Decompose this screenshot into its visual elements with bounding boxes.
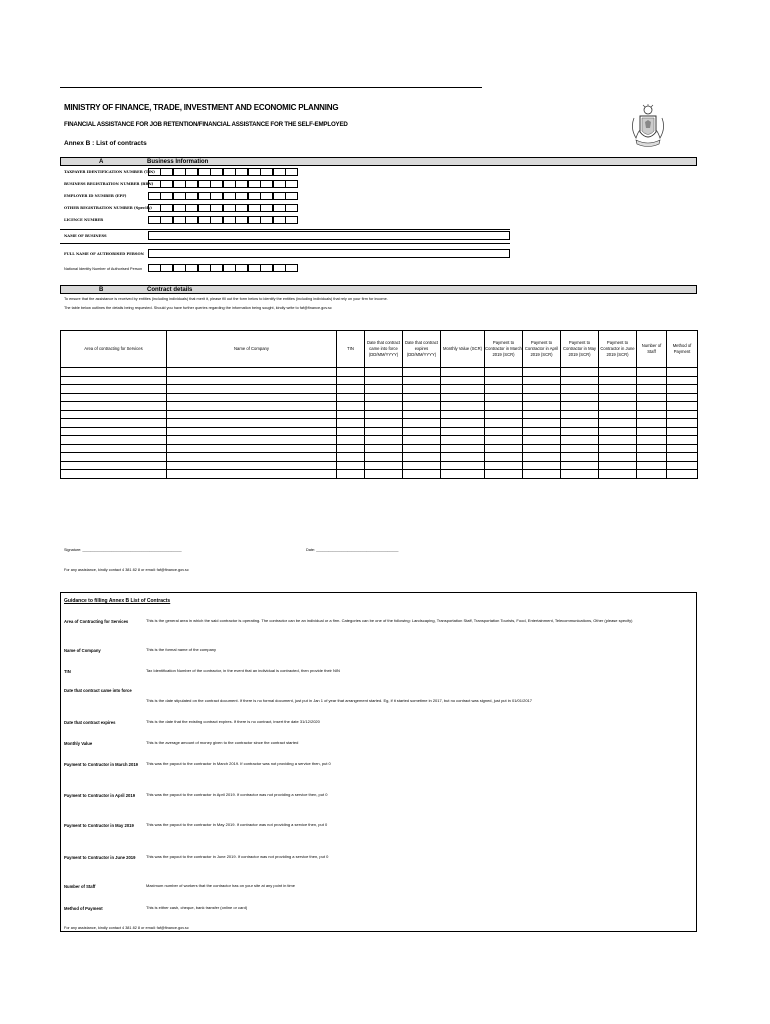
table-cell[interactable] (403, 410, 441, 419)
table-cell[interactable] (441, 470, 485, 479)
table-cell[interactable] (441, 385, 485, 394)
table-cell[interactable] (599, 461, 637, 470)
table-cell[interactable] (667, 402, 698, 411)
table-cell[interactable] (523, 427, 561, 436)
table-cell[interactable] (441, 427, 485, 436)
divider (60, 243, 510, 244)
table-cell[interactable] (61, 453, 167, 462)
table-cell[interactable] (561, 470, 599, 479)
table-row[interactable] (61, 436, 698, 445)
table-cell[interactable] (337, 410, 365, 419)
table-cell[interactable] (485, 470, 523, 479)
table-cell[interactable] (637, 368, 667, 377)
table-cell[interactable] (561, 419, 599, 428)
table-cell[interactable] (337, 376, 365, 385)
table-cell[interactable] (441, 461, 485, 470)
col-pay-june: Payment to Contractor in June 2019 (SCR) (599, 331, 637, 368)
table-cell[interactable] (61, 419, 167, 428)
table-row[interactable] (61, 453, 698, 462)
guidance-term: Date that contract expires (64, 720, 116, 725)
table-cell[interactable] (523, 376, 561, 385)
guidance-footer: For any assistance, kindly contact 4 381 82 8 or email: faf@finance.gov.sc (64, 926, 189, 930)
table-cell[interactable] (61, 470, 167, 479)
table-cell[interactable] (561, 410, 599, 419)
section-a-title: Business Information (147, 159, 209, 165)
table-row[interactable] (61, 427, 698, 436)
table-cell[interactable] (485, 376, 523, 385)
table-cell[interactable] (61, 427, 167, 436)
section-b-header (60, 285, 697, 294)
table-cell[interactable] (167, 393, 337, 402)
table-cell[interactable] (485, 444, 523, 453)
table-cell[interactable] (365, 419, 403, 428)
table-cell[interactable] (561, 402, 599, 411)
table-cell[interactable] (441, 376, 485, 385)
date-line[interactable]: Date: _______________________________________ (306, 548, 399, 552)
table-cell[interactable] (441, 436, 485, 445)
nid-label: National Identity Number of Authorised Person (64, 267, 143, 271)
col-company: Name of Company (167, 331, 337, 368)
guidance-term: Method of Payment (64, 906, 103, 911)
table-header-row (61, 331, 698, 368)
table-cell[interactable] (637, 427, 667, 436)
table-cell[interactable] (403, 470, 441, 479)
table-cell[interactable] (441, 419, 485, 428)
table-row[interactable] (61, 470, 698, 479)
guidance-term: Monthly Value (64, 741, 93, 746)
form-subtitle: FINANCIAL ASSISTANCE FOR JOB RETENTION/FINANCIAL ASSISTANCE FOR THE SELF-EMPLOYED (64, 121, 348, 128)
authorised-person-input[interactable] (148, 249, 510, 258)
section-b-intro-2: The table below outlines the details being requested. Should you have further queries regarding the information being sought, kindly write to faf@finance.gov.sc (64, 306, 332, 310)
table-cell[interactable] (403, 376, 441, 385)
table-cell[interactable] (167, 385, 337, 394)
table-cell[interactable] (667, 410, 698, 419)
table-cell[interactable] (167, 402, 337, 411)
table-cell[interactable] (599, 427, 637, 436)
table-cell[interactable] (667, 444, 698, 453)
col-monthly-value: Monthly Value (SCR) (441, 331, 485, 368)
table-cell[interactable] (485, 461, 523, 470)
authorised-person-label: FULL NAME OF AUTHORISED PERSON (64, 252, 144, 256)
table-cell[interactable] (365, 393, 403, 402)
table-cell[interactable] (667, 470, 698, 479)
section-b-intro-1: To ensure that the assistance is received by entities (including individuals) that merit it, please fill out the form below to identify the entities (including individuals) that rely on your firm for income. (64, 297, 388, 301)
table-cell[interactable] (485, 385, 523, 394)
guidance-desc: This is the average amount of money given to the contractor since the contract started (146, 740, 299, 745)
table-cell[interactable] (523, 393, 561, 402)
guidance-desc: This was the payout to the contractor in April 2019. If contractor was not providing a service then, put 0 (146, 792, 328, 797)
table-cell[interactable] (403, 385, 441, 394)
other-input-cells[interactable] (148, 204, 298, 212)
contact-note: For any assistance, kindly contact 4 381 82 8 or email: faf@finance.gov.sc (64, 568, 189, 572)
table-cell[interactable] (337, 461, 365, 470)
table-cell[interactable] (441, 453, 485, 462)
table-cell[interactable] (485, 436, 523, 445)
table-cell[interactable] (523, 436, 561, 445)
table-cell[interactable] (167, 376, 337, 385)
table-cell[interactable] (561, 385, 599, 394)
table-cell[interactable] (599, 402, 637, 411)
table-cell[interactable] (561, 436, 599, 445)
ministry-title: MINISTRY OF FINANCE, TRADE, INVESTMENT AND ECONOMIC PLANNING (64, 103, 339, 112)
table-cell[interactable] (637, 419, 667, 428)
table-cell[interactable] (403, 453, 441, 462)
col-pay-may: Payment to Contractor in May 2019 (SCR) (561, 331, 599, 368)
table-cell[interactable] (365, 444, 403, 453)
table-cell[interactable] (337, 402, 365, 411)
coat-of-arms-icon (628, 102, 668, 150)
table-row[interactable] (61, 393, 698, 402)
table-cell[interactable] (365, 410, 403, 419)
table-cell[interactable] (667, 436, 698, 445)
col-staff: Number of Staff (637, 331, 667, 368)
table-cell[interactable] (403, 461, 441, 470)
table-cell[interactable] (61, 436, 167, 445)
table-cell[interactable] (167, 368, 337, 377)
divider (60, 229, 510, 230)
table-cell[interactable] (599, 444, 637, 453)
name-of-business-input[interactable] (148, 231, 510, 240)
table-row[interactable] (61, 385, 698, 394)
guidance-title: Guidance to filling Annex B List of Contracts (64, 598, 171, 604)
table-cell[interactable] (523, 461, 561, 470)
table-cell[interactable] (637, 393, 667, 402)
table-cell[interactable] (599, 436, 637, 445)
epf-input-cells[interactable] (148, 192, 298, 200)
guidance-term: Payment to Contractor in March 2019 (64, 762, 138, 767)
section-b-letter: B (99, 287, 104, 293)
table-cell[interactable] (523, 470, 561, 479)
table-cell[interactable] (365, 385, 403, 394)
table-cell[interactable] (365, 470, 403, 479)
field-label-licence: LICENCE NUMBER (64, 218, 104, 222)
table-cell[interactable] (337, 393, 365, 402)
table-row[interactable] (61, 444, 698, 453)
col-date-force: Date that contract came into force (DD/MM/YYYY) (365, 331, 403, 368)
table-cell[interactable] (167, 470, 337, 479)
guidance-term: Number of Staff (64, 884, 96, 889)
guidance-term: Payment to Contractor in June 2019 (64, 855, 136, 860)
table-cell[interactable] (667, 368, 698, 377)
table-row[interactable] (61, 461, 698, 470)
table-cell[interactable] (337, 444, 365, 453)
guidance-desc: This was the payout to the contractor in May 2019. If contractor was not providing a service then, put 0 (146, 822, 328, 827)
table-cell[interactable] (561, 461, 599, 470)
section-b-title: Contract details (147, 287, 193, 293)
table-cell[interactable] (561, 376, 599, 385)
top-rule (60, 87, 482, 88)
field-label-other: OTHER REGISTRATION NUMBER (Specify) (64, 206, 152, 210)
guidance-desc: This is the formal name of the company (146, 647, 217, 652)
table-cell[interactable] (337, 453, 365, 462)
table-cell[interactable] (167, 436, 337, 445)
col-pay-april: Payment to Contractor in April 2019 (SCR) (523, 331, 561, 368)
table-cell[interactable] (599, 419, 637, 428)
table-cell[interactable] (485, 368, 523, 377)
guidance-desc: Maximum number of workers that the contractor has on your site at any point in time (146, 883, 295, 888)
table-cell[interactable] (523, 419, 561, 428)
table-cell[interactable] (61, 461, 167, 470)
nid-input-cells[interactable] (148, 264, 298, 272)
table-row[interactable] (61, 419, 698, 428)
table-cell[interactable] (365, 461, 403, 470)
table-cell[interactable] (561, 453, 599, 462)
table-cell[interactable] (485, 419, 523, 428)
table-cell[interactable] (403, 427, 441, 436)
table-cell[interactable] (167, 453, 337, 462)
table-cell[interactable] (337, 368, 365, 377)
table-cell[interactable] (667, 376, 698, 385)
col-pay-march: Payment to Contractor in March 2019 (SCR) (485, 331, 523, 368)
annex-title: Annex B : List of contracts (64, 140, 147, 147)
section-a-header (60, 157, 697, 166)
table-cell[interactable] (637, 376, 667, 385)
table-cell[interactable] (365, 368, 403, 377)
table-cell[interactable] (599, 453, 637, 462)
table-cell[interactable] (441, 393, 485, 402)
col-date-expires: Date that contract expires (DD/MM/YYYY) (403, 331, 441, 368)
table-cell[interactable] (61, 393, 167, 402)
table-cell[interactable] (561, 393, 599, 402)
tin-input-cells[interactable] (148, 168, 298, 176)
table-cell[interactable] (523, 444, 561, 453)
brn-input-cells[interactable] (148, 180, 298, 188)
table-row[interactable] (61, 410, 698, 419)
table-cell[interactable] (337, 470, 365, 479)
table-cell[interactable] (61, 368, 167, 377)
table-cell[interactable] (337, 427, 365, 436)
guidance-desc: This was the payout to the contractor in June 2019. If contractor was not providing a service then, put 0 (146, 854, 329, 859)
table-cell[interactable] (599, 470, 637, 479)
table-cell[interactable] (637, 402, 667, 411)
col-method: Method of Payment (667, 331, 698, 368)
table-cell[interactable] (61, 385, 167, 394)
table-cell[interactable] (365, 427, 403, 436)
table-cell[interactable] (637, 453, 667, 462)
table-cell[interactable] (403, 419, 441, 428)
guidance-desc: This is the date that the existing contract expires. If there is no contract, insert the date 31/12/2020 (146, 719, 320, 724)
table-cell[interactable] (599, 385, 637, 394)
table-cell[interactable] (561, 427, 599, 436)
table-cell[interactable] (667, 385, 698, 394)
table-cell[interactable] (337, 419, 365, 428)
guidance-term: Payment to Contractor in May 2019 (64, 823, 134, 828)
table-cell[interactable] (167, 461, 337, 470)
table-cell[interactable] (599, 368, 637, 377)
table-cell[interactable] (365, 376, 403, 385)
table-cell[interactable] (637, 444, 667, 453)
field-label-tin: TAXPAYER IDENTIFICATION NUMBER (TIN) (64, 170, 155, 174)
guidance-desc: This was the payout to the contractor in March 2019. If contractor was not providing a service then, put 0 (146, 761, 331, 766)
table-cell[interactable] (637, 461, 667, 470)
table-cell[interactable] (61, 402, 167, 411)
table-cell[interactable] (485, 402, 523, 411)
table-cell[interactable] (599, 393, 637, 402)
table-cell[interactable] (61, 376, 167, 385)
table-cell[interactable] (441, 444, 485, 453)
table-cell[interactable] (667, 419, 698, 428)
guidance-term: Date that contract came into force (64, 688, 132, 693)
table-cell[interactable] (441, 368, 485, 377)
name-of-business-label: NAME OF BUSINESS (64, 234, 107, 238)
col-area: Area of contracting for Services (61, 331, 167, 368)
table-cell[interactable] (485, 453, 523, 462)
table-row[interactable] (61, 368, 698, 377)
contracts-table (60, 330, 698, 479)
table-cell[interactable] (337, 436, 365, 445)
table-cell[interactable] (441, 410, 485, 419)
table-body[interactable] (61, 368, 698, 479)
table-cell[interactable] (637, 470, 667, 479)
signature-line[interactable]: Signature: _______________________________________________ (64, 548, 182, 552)
table-cell[interactable] (61, 410, 167, 419)
table-cell[interactable] (599, 410, 637, 419)
table-cell[interactable] (365, 453, 403, 462)
guidance-term: TIN (64, 669, 71, 674)
guidance-term: Name of Company (64, 648, 101, 653)
guidance-term: Payment to Contractor in April 2019 (64, 793, 136, 798)
table-cell[interactable] (167, 410, 337, 419)
table-cell[interactable] (599, 376, 637, 385)
table-row[interactable] (61, 402, 698, 411)
table-cell[interactable] (667, 427, 698, 436)
table-cell[interactable] (485, 393, 523, 402)
table-cell[interactable] (365, 402, 403, 411)
col-tin: TIN (337, 331, 365, 368)
section-a-letter: A (99, 159, 104, 165)
guidance-desc: This is the general area in which the said contractor is operating. The contractor can be an individual or a firm. Categories can be one of the following: Landscaping, Transportation Staff, Transportation Tourists, Food, Entertainment, Telecommunications, Other (please specify) (146, 618, 633, 623)
field-label-epf: EMPLOYER ID NUMBER (EPF) (64, 194, 127, 198)
field-label-brn: BUSINESS REGISTRATION NUMBER (BRN) (64, 182, 154, 186)
guidance-term: Area of Contracting for Services (64, 619, 129, 624)
table-cell[interactable] (337, 385, 365, 394)
table-cell[interactable] (523, 402, 561, 411)
table-cell[interactable] (667, 461, 698, 470)
table-cell[interactable] (637, 385, 667, 394)
table-cell[interactable] (667, 453, 698, 462)
table-cell[interactable] (167, 444, 337, 453)
table-cell[interactable] (523, 453, 561, 462)
table-cell[interactable] (561, 444, 599, 453)
table-cell[interactable] (403, 393, 441, 402)
table-cell[interactable] (167, 427, 337, 436)
table-cell[interactable] (523, 410, 561, 419)
table-cell[interactable] (637, 436, 667, 445)
table-cell[interactable] (637, 410, 667, 419)
guidance-desc: This is either cash, cheque, bank transfer (online or card) (146, 905, 248, 910)
table-cell[interactable] (403, 444, 441, 453)
table-cell[interactable] (403, 368, 441, 377)
table-cell[interactable] (523, 368, 561, 377)
table-cell[interactable] (167, 419, 337, 428)
table-cell[interactable] (523, 385, 561, 394)
guidance-desc: This is the date stipulated on the contract document. If there is no formal document, just put in Jan 1 of year that arrangement started. Eg, if it started sometime in 2017, but no contract was signed, just put in 01/01/2017 (146, 698, 532, 703)
table-cell[interactable] (365, 436, 403, 445)
guidance-desc: Tax Identification Number of the contractor, in the event that an individual is contracted, then provide their NIN (146, 668, 340, 673)
table-cell[interactable] (403, 436, 441, 445)
table-cell[interactable] (61, 444, 167, 453)
table-cell[interactable] (441, 402, 485, 411)
licence-input-cells[interactable] (148, 216, 298, 224)
table-cell[interactable] (485, 410, 523, 419)
table-cell[interactable] (485, 427, 523, 436)
table-cell[interactable] (403, 402, 441, 411)
table-row[interactable] (61, 376, 698, 385)
table-cell[interactable] (561, 368, 599, 377)
table-cell[interactable] (667, 393, 698, 402)
